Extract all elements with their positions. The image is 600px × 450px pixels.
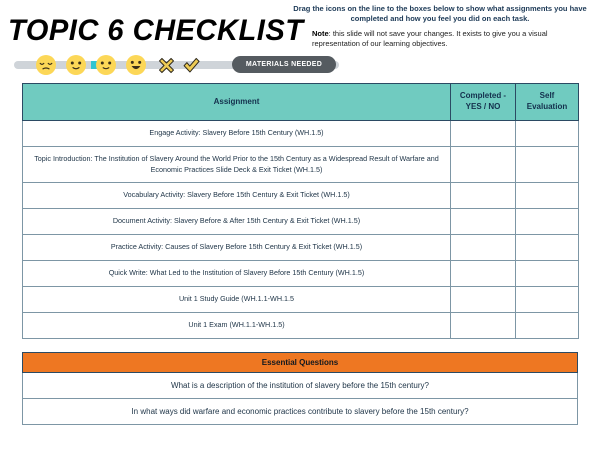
- essential-questions-head: [23, 353, 578, 373]
- assignment-cell: Quick Write: What Led to the Institution of Slavery Before 15th Century (WH.1.5): [23, 261, 451, 287]
- materials-needed-button[interactable]: MATERIALS NEEDED: [232, 56, 336, 73]
- completed-header-line-2: YES / NO: [465, 102, 501, 111]
- essential-question-cell: In what ways did warfare and economic practices contribute to slavery before the 15th century?: [23, 399, 578, 425]
- self-header-line-2: Evaluation: [526, 102, 568, 111]
- cross-mark-glyph: [157, 56, 176, 75]
- assignment-table-head: [23, 84, 579, 121]
- cross-mark-icon[interactable]: [157, 56, 176, 75]
- self-evaluation-drop-cell[interactable]: [516, 313, 579, 339]
- essential-question-cell: What is a description of the institution of slavery before the 15th century?: [23, 373, 578, 399]
- drag-instructions: Drag the icons on the line to the boxes below to show what assignments you have completed and how you feel you did on each task.: [293, 4, 587, 24]
- note-label: Note: [312, 29, 329, 38]
- check-mark-glyph: [182, 56, 201, 75]
- self-evaluation-drop-cell[interactable]: [516, 147, 579, 183]
- table-row: [23, 261, 579, 287]
- table-row: [23, 313, 579, 339]
- assignment-cell: Practice Activity: Causes of Slavery Before 15th Century & Exit Ticket (WH.1.5): [23, 235, 451, 261]
- self-evaluation-drop-cell[interactable]: [516, 287, 579, 313]
- table-row: [23, 235, 579, 261]
- essential-questions-header-row: [23, 353, 578, 373]
- self-header-line-1: Self: [539, 91, 555, 101]
- completed-drop-cell[interactable]: [451, 183, 516, 209]
- assignment-table-header-row: [23, 84, 579, 121]
- assignment-checklist-table: [22, 83, 579, 339]
- neutral-smile-face-glyph: [96, 55, 116, 75]
- page-title: TOPIC 6 CHECKLIST: [8, 14, 304, 47]
- essential-question-row: [23, 373, 578, 399]
- completed-drop-cell[interactable]: [451, 147, 516, 183]
- column-header-self-evaluation: [516, 84, 579, 121]
- completed-header-line-1: Completed -: [459, 91, 507, 101]
- slide-header: [0, 0, 600, 80]
- essential-question-row: [23, 399, 578, 425]
- self-evaluation-drop-cell[interactable]: [516, 121, 579, 147]
- big-smile-face-glyph: [126, 55, 146, 75]
- table-row: [23, 209, 579, 235]
- completed-drop-cell[interactable]: [451, 235, 516, 261]
- assignment-cell: Topic Introduction: The Institution of Slavery Around the World Prior to the 15th Century as a Widespread Result of Warfare and Economic Practices Slide Deck & Exit Ticket (WH.1.5): [23, 147, 451, 183]
- neutral-smile-face-emoji[interactable]: [96, 55, 116, 75]
- completed-drop-cell[interactable]: [451, 287, 516, 313]
- assignment-table-body: [23, 121, 579, 339]
- self-evaluation-drop-cell[interactable]: [516, 261, 579, 287]
- big-smile-face-emoji[interactable]: [126, 55, 146, 75]
- completed-drop-cell[interactable]: [451, 121, 516, 147]
- completed-drop-cell[interactable]: [451, 313, 516, 339]
- essential-questions-table: [22, 352, 578, 425]
- assignment-cell: Engage Activity: Slavery Before 15th Century (WH.1.5): [23, 121, 451, 147]
- assignment-cell: Document Activity: Slavery Before & After 15th Century & Exit Ticket (WH.1.5): [23, 209, 451, 235]
- essential-questions-header: Essential Questions: [23, 353, 578, 373]
- table-row: [23, 183, 579, 209]
- self-evaluation-drop-cell[interactable]: [516, 235, 579, 261]
- note-body: : this slide will not save your changes. It exists to give you a visual representation of our learning objectives.: [312, 29, 548, 49]
- completed-drop-cell[interactable]: [451, 261, 516, 287]
- assignment-cell: Unit 1 Exam (WH.1.1-WH.1.5): [23, 313, 451, 339]
- column-header-assignment: Assignment: [23, 84, 451, 121]
- self-evaluation-drop-cell[interactable]: [516, 183, 579, 209]
- check-mark-icon[interactable]: [182, 56, 201, 75]
- column-header-completed: [451, 84, 516, 121]
- assignment-cell: Unit 1 Study Guide (WH.1.1-WH.1.5: [23, 287, 451, 313]
- assignment-cell: Vocabulary Activity: Slavery Before 15th Century & Exit Ticket (WH.1.5): [23, 183, 451, 209]
- slight-smile-face-glyph: [66, 55, 86, 75]
- table-row: [23, 287, 579, 313]
- slight-smile-face-emoji[interactable]: [66, 55, 86, 75]
- note-text: [312, 29, 590, 50]
- sad-face-emoji[interactable]: [36, 55, 56, 75]
- completed-drop-cell[interactable]: [451, 209, 516, 235]
- table-row: [23, 147, 579, 183]
- table-row: [23, 121, 579, 147]
- self-evaluation-drop-cell[interactable]: [516, 209, 579, 235]
- sad-face-glyph: [36, 55, 56, 75]
- essential-questions-body: [23, 373, 578, 425]
